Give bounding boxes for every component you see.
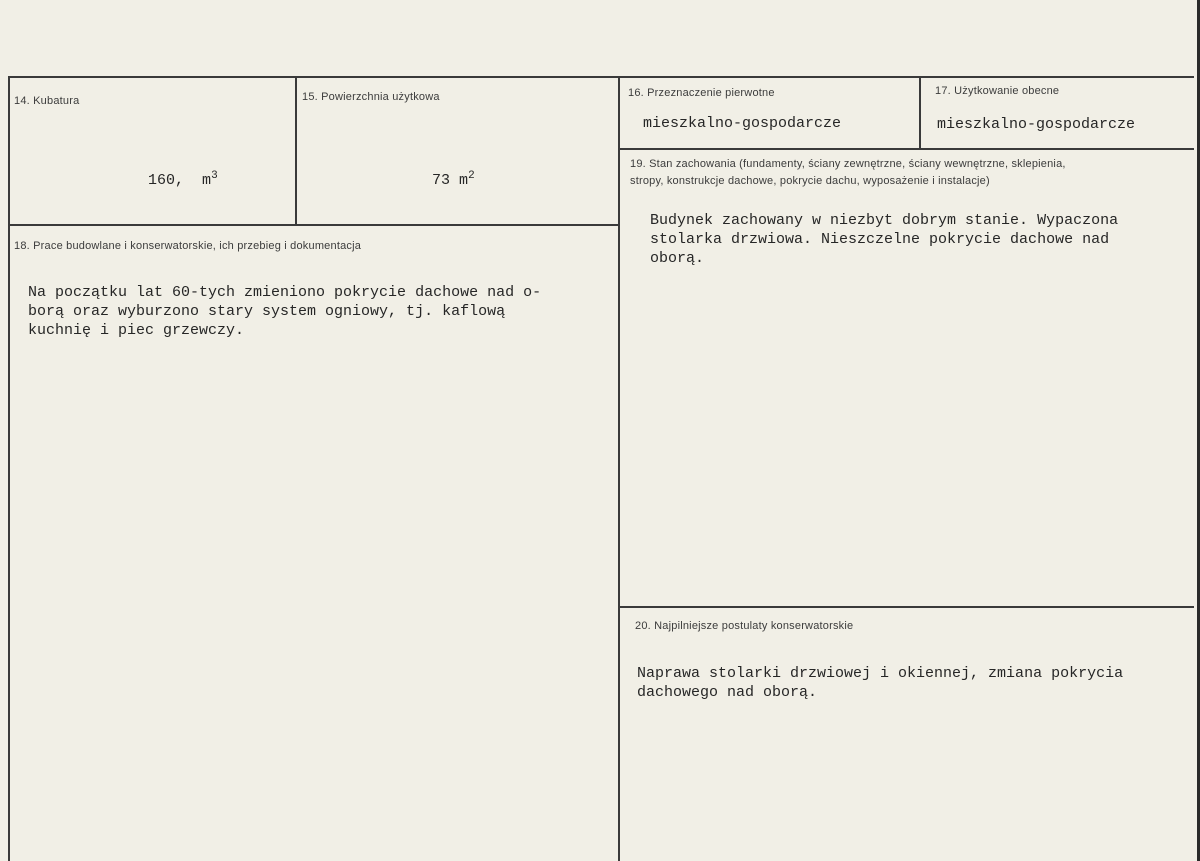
left-border	[8, 76, 10, 861]
field-18-label: 18. Prace budowlane i konserwatorskie, ich przebieg i dokumentacja	[14, 240, 362, 252]
rule-under-16-17	[618, 148, 1194, 150]
field-16-value: mieszkalno-gospodarcze	[643, 115, 842, 132]
divider-14-15	[295, 76, 297, 226]
rule-above-20	[618, 606, 1194, 608]
top-rule	[8, 76, 1194, 78]
field-16-label: 16. Przeznaczenie pierwotne	[628, 87, 775, 99]
field-14-number: 160,	[148, 172, 185, 189]
field-19-label: 19. Stan zachowania (fundamenty, ściany zewnętrzne, ściany wewnętrzne, sklepienia, stropy, konstrukcje dachowe, pokrycie dachu, wyposażenie i instalacje)	[630, 158, 1066, 187]
divider-16-17	[919, 76, 921, 150]
field-19-value: Budynek zachowany w niezbyt dobrym stanie. Wypaczona stolarka drzwiowa. Nieszczelne pokrycie dachowe nad oborą.	[650, 212, 1119, 267]
field-20-label: 20. Najpilniejsze postulaty konserwatorskie	[635, 620, 854, 632]
rule-under-14-15	[8, 224, 618, 226]
field-14-label: 14. Kubatura	[14, 95, 80, 107]
field-18-value: Na początku lat 60-tych zmieniono pokrycie dachowe nad o- borą oraz wyburzono stary system ogniowy, tj. kaflową kuchnię i piec grzewczy.	[28, 284, 542, 339]
field-14-unit: m	[202, 172, 212, 189]
field-15-value	[396, 152, 475, 209]
center-divider	[618, 76, 620, 861]
field-15-number: 73	[432, 172, 451, 189]
field-17-label: 17. Użytkowanie obecne	[935, 85, 1060, 97]
field-15-label: 15. Powierzchnia użytkowa	[302, 91, 440, 103]
field-15-unit: m	[459, 172, 469, 189]
field-20-value: Naprawa stolarki drzwiowej i okiennej, zmiana pokrycia dachowego nad oborą.	[637, 665, 1124, 701]
field-17-value: mieszkalno-gospodarcze	[937, 116, 1136, 133]
field-14-value	[112, 152, 218, 209]
field-14-unit-exponent: 3	[211, 170, 218, 182]
field-15-unit-exponent: 2	[468, 170, 475, 182]
